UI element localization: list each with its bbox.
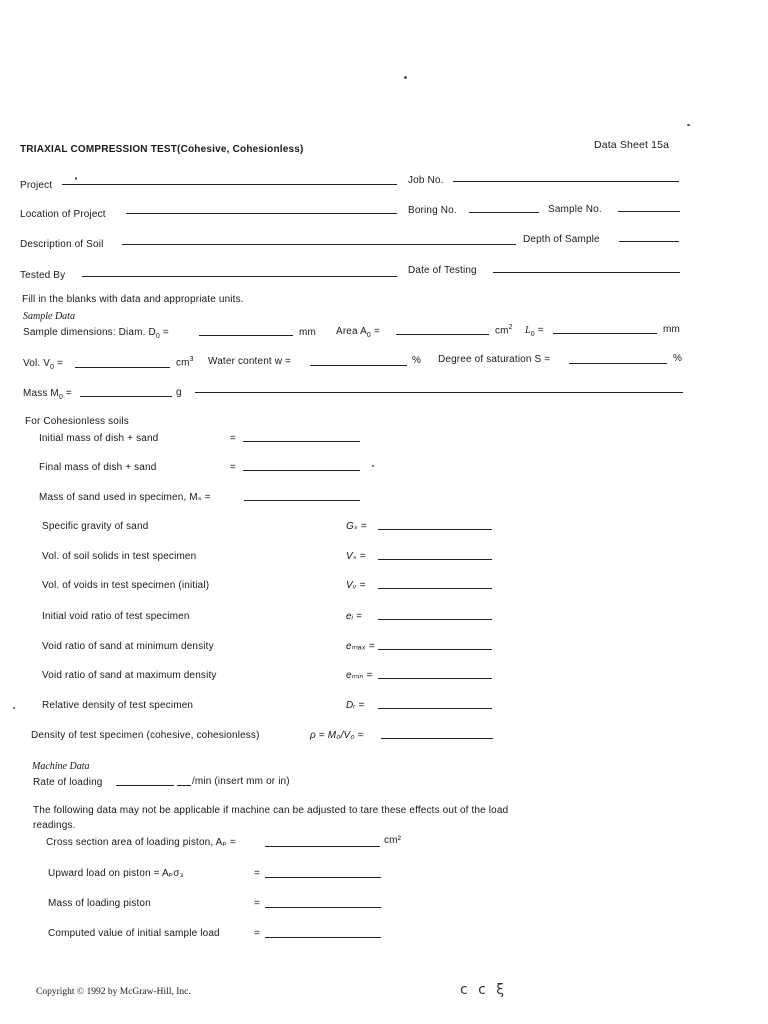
tested-by-label: Tested By xyxy=(20,270,66,281)
cohesionless-field[interactable] xyxy=(244,500,360,501)
machine-field[interactable] xyxy=(265,877,381,878)
location-label: Location of Project xyxy=(20,209,106,220)
handwritten-mark: c c ξ xyxy=(460,982,508,998)
sheet-number: Data Sheet 15a xyxy=(594,139,670,151)
date-label: Date of Testing xyxy=(408,265,477,276)
boring-no-field[interactable] xyxy=(469,212,539,213)
mass-unit: g xyxy=(176,387,182,398)
cohesionless-heading: For Cohesionless soils xyxy=(25,416,129,427)
sample-no-field[interactable] xyxy=(618,211,680,212)
cohesionless-field[interactable] xyxy=(381,738,493,739)
copyright: Copyright © 1992 by McGraw-Hill, Inc. xyxy=(36,987,191,997)
cohesionless-symbol: eₘₐₓ = xyxy=(346,641,375,652)
sample-dims-row: Sample dimensions: Diam. $D_0$ = xyxy=(23,327,169,340)
cohesionless-field[interactable] xyxy=(243,470,360,471)
machine-label: Mass of loading piston xyxy=(48,898,151,909)
job-no-label: Job No. xyxy=(408,175,444,186)
scan-speck xyxy=(13,707,15,709)
cohesionless-label: Density of test specimen (cohesive, cohesionless) xyxy=(31,730,260,741)
saturation-field[interactable] xyxy=(569,363,667,364)
machine-equals: = xyxy=(254,868,260,879)
cohesionless-field[interactable] xyxy=(378,619,492,620)
saturation-unit: % xyxy=(673,353,683,364)
cohesionless-symbol: = xyxy=(230,462,236,473)
project-field[interactable] xyxy=(62,184,397,185)
machine-equals: = xyxy=(254,898,260,909)
cohesionless-label: Initial void ratio of test specimen xyxy=(42,611,190,622)
cohesionless-field[interactable] xyxy=(378,529,492,530)
cohesionless-symbol: eₘᵢₙ = xyxy=(346,670,373,681)
diam-unit: mm xyxy=(299,327,316,338)
scan-speck xyxy=(687,124,690,126)
cohesionless-field[interactable] xyxy=(378,649,492,650)
depth-label: Depth of Sample xyxy=(523,234,600,245)
diam-field[interactable] xyxy=(199,335,293,336)
cohesionless-field[interactable] xyxy=(243,441,360,442)
machine-field[interactable] xyxy=(265,937,381,938)
cohesionless-label: Void ratio of sand at minimum density xyxy=(42,641,214,652)
area-unit-row: $cm^2$ xyxy=(495,324,513,337)
vol-row: Vol. $V_0$ = xyxy=(23,358,63,371)
cohesionless-field[interactable] xyxy=(378,708,492,709)
rate-field-a[interactable] xyxy=(116,785,174,786)
project-label: Project xyxy=(20,180,53,191)
cohesionless-label: Relative density of test specimen xyxy=(42,700,194,711)
sample-no-label: Sample No. xyxy=(548,204,602,215)
length-label: L xyxy=(525,325,531,336)
boring-no-label: Boring No. xyxy=(408,205,457,216)
cohesionless-label: Initial mass of dish + sand xyxy=(39,433,159,444)
scan-speck xyxy=(404,76,407,79)
mass-row: Mass $M_0$ = xyxy=(23,388,72,401)
cohesionless-symbol: eᵢ = xyxy=(346,611,363,622)
machine-field[interactable] xyxy=(265,907,381,908)
cohesionless-label: Vol. of soil solids in test specimen xyxy=(42,551,197,562)
rate-unit: /min (insert mm or in) xyxy=(192,776,290,787)
mass-label: Mass M xyxy=(23,388,59,399)
tested-by-field[interactable] xyxy=(82,276,397,277)
area-unit: cm xyxy=(495,325,509,337)
length-field[interactable] xyxy=(553,333,657,334)
depth-field[interactable] xyxy=(619,241,679,242)
cohesionless-symbol: Dᵣ = xyxy=(346,700,365,711)
cohesionless-symbol: = xyxy=(230,433,236,444)
cohesionless-label: Void ratio of sand at maximum density xyxy=(42,670,217,681)
machine-data-heading: Machine Data xyxy=(32,761,90,772)
instructions: Fill in the blanks with data and appropriate units. xyxy=(22,294,244,305)
saturation-label: Degree of saturation S = xyxy=(438,354,551,365)
rate-field-b[interactable] xyxy=(177,785,191,786)
machine-label: Cross section area of loading piston, Aₚ = xyxy=(46,837,236,848)
cohesionless-symbol: ρ = M₀/V₀ = xyxy=(310,730,364,741)
water-label: Water content w = xyxy=(208,356,292,367)
water-unit: % xyxy=(412,355,422,366)
machine-unit: cm² xyxy=(384,835,402,846)
cohesionless-symbol: Vᵥ = xyxy=(346,580,366,591)
sample-data-heading: Sample Data xyxy=(23,311,75,322)
mass-field[interactable] xyxy=(80,396,172,397)
description-label: Description of Soil xyxy=(20,239,104,250)
length-row: $L_0$ = xyxy=(525,325,544,338)
mass-extra-line[interactable] xyxy=(195,392,683,393)
cohesionless-symbol: Vₛ = xyxy=(346,551,366,562)
cohesionless-label: Vol. of voids in test specimen (initial) xyxy=(42,580,210,591)
diam-label: Sample dimensions: Diam. D xyxy=(23,327,156,338)
cohesionless-label: Final mass of dish + sand xyxy=(39,462,157,473)
form-title: TRIAXIAL COMPRESSION TEST(Cohesive, Cohesionless) xyxy=(20,144,304,155)
cohesionless-symbol: Gₛ = xyxy=(346,521,367,532)
machine-field[interactable] xyxy=(265,846,380,847)
vol-field[interactable] xyxy=(75,367,170,368)
rate-label: Rate of loading xyxy=(33,777,103,788)
description-field[interactable] xyxy=(122,244,516,245)
cohesionless-field[interactable] xyxy=(378,678,492,679)
machine-label: Computed value of initial sample load xyxy=(48,928,220,939)
water-field[interactable] xyxy=(310,365,407,366)
date-field[interactable] xyxy=(493,272,680,273)
length-unit: mm xyxy=(663,324,680,335)
cohesionless-field[interactable] xyxy=(378,588,492,589)
cohesionless-label: Specific gravity of sand xyxy=(42,521,149,532)
area-row: Area $A_0$ = xyxy=(336,326,380,339)
machine-note-2: readings. xyxy=(33,820,76,831)
cohesionless-field[interactable] xyxy=(378,559,492,560)
location-field[interactable] xyxy=(126,213,397,214)
scan-speck xyxy=(372,465,374,467)
job-no-field[interactable] xyxy=(453,181,679,182)
vol-unit-row: $cm^3$ xyxy=(176,356,194,369)
area-field[interactable] xyxy=(396,334,489,335)
machine-note-1: The following data may not be applicable if machine can be adjusted to tare these effects out of the load xyxy=(33,805,509,816)
vol-unit: cm xyxy=(176,357,190,369)
cohesionless-label: Mass of sand used in specimen, Mₛ = xyxy=(39,492,211,503)
machine-equals: = xyxy=(254,928,260,939)
area-label: Area A xyxy=(336,326,367,337)
scan-speck xyxy=(75,177,77,180)
machine-label: Upward load on piston = Aₚσ₃ xyxy=(48,868,184,879)
vol-label: Vol. V xyxy=(23,358,51,369)
